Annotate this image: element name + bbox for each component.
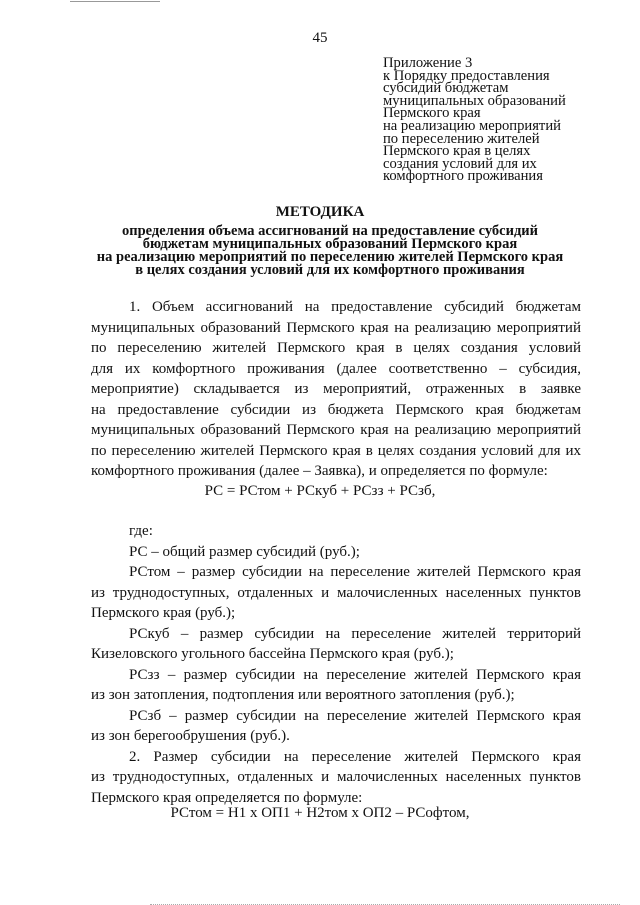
definition-rstom-line: Пермского края (руб.); [91, 605, 236, 621]
formula-total-subsidy: РС = РСтом + РСкуб + РСзз + РСзб, [204, 483, 436, 499]
paragraph-line: муниципальных образований Пермского края на реализацию мероприятий [91, 319, 581, 336]
definition-rskub-line: РСкуб – размер субсидии на переселение жителей территорий [129, 625, 581, 642]
paragraph-line: муниципальных образований Пермского края на реализацию мероприятий [91, 422, 581, 438]
definition-rskub-line: Кизеловского угольного бассейна Пермского края (руб.); [91, 646, 454, 662]
appendix-line: муниципальных образований [383, 92, 566, 109]
subtitle-line: в целях создания условий для их комфортного проживания [135, 262, 525, 278]
paragraph-line: комфортного проживания (далее – Заявка), и определяется по формуле: [91, 463, 548, 479]
appendix-heading [383, 57, 623, 183]
appendix-line: на реализацию мероприятий [383, 117, 561, 134]
appendix-line: комфортного проживания [383, 168, 543, 185]
appendix-line: к Порядку предоставления [383, 67, 550, 84]
definition-rstom-line: из труднодоступных, отдаленных и малочисленных населенных пунктов [91, 584, 581, 601]
definition-rszz-line: из зон затопления, подтопления или вероятного затопления (руб.); [91, 687, 515, 703]
appendix-line: по переселению жителей [383, 130, 540, 147]
formula-rstom: РСтом = Н1 х ОП1 + Н2том х ОП2 – РСофтом, [170, 805, 470, 821]
appendix-line: Пермского края [383, 105, 481, 122]
paragraph-line: 1. Объем ассигнований на предоставление субсидий бюджетам [129, 299, 581, 315]
document-subtitle [80, 225, 580, 277]
paragraph-line: мероприятие) складывается из мероприятий, отраженных в заявке [91, 381, 581, 397]
appendix-line: Пермского края в целях [383, 143, 531, 160]
appendix-line: субсидий бюджетам [383, 80, 509, 97]
definitions-block [91, 521, 581, 808]
definition-rstom-line: РСтом – размер субсидии на переселение жителей Пермского края [129, 564, 581, 580]
paragraph-line: для их комфортного проживания (далее соответственно – субсидия, [91, 360, 581, 377]
definition-rs: РС – общий размер субсидий (руб.); [129, 543, 360, 560]
paragraph-line: по переселению жителей Пермского края в целях создания условий для их [91, 442, 581, 459]
subtitle-line: бюджетам муниципальных образований Пермского края [142, 236, 518, 252]
definition-rszz-line: РСзз – размер субсидии на переселение жителей Пермского края [129, 666, 581, 683]
paragraph-2-line: 2. Размер субсидии на переселение жителей Пермского края [129, 748, 581, 765]
where-label: где: [129, 523, 153, 539]
paragraph-line: по переселению жителей Пермского края в целях создания условий [91, 340, 581, 356]
appendix-line: Приложение 3 [383, 55, 473, 71]
subtitle-line: на реализацию мероприятий по переселению жителей Пермского края [96, 249, 564, 265]
paragraph-line: на предоставление субсидии из бюджета Пермского края бюджетам [91, 401, 581, 418]
paragraph-2-line: Пермского края определяется по формуле: [91, 789, 363, 806]
document-title: МЕТОДИКА [275, 204, 365, 220]
subtitle-line: определения объема ассигнований на предоставление субсидий [121, 223, 539, 239]
top-rule [70, 1, 160, 2]
definition-rszb-line: из зон берегообрушения (руб.). [91, 728, 290, 744]
page-number: 45 [312, 30, 328, 46]
paragraph-2-line: из труднодоступных, отдаленных и малочисленных населенных пунктов [91, 769, 581, 785]
paragraph-1 [91, 297, 581, 482]
appendix-line: создания условий для их [383, 155, 537, 172]
definition-rszb-line: РСзб – размер субсидии на переселение жителей Пермского края [129, 707, 581, 724]
